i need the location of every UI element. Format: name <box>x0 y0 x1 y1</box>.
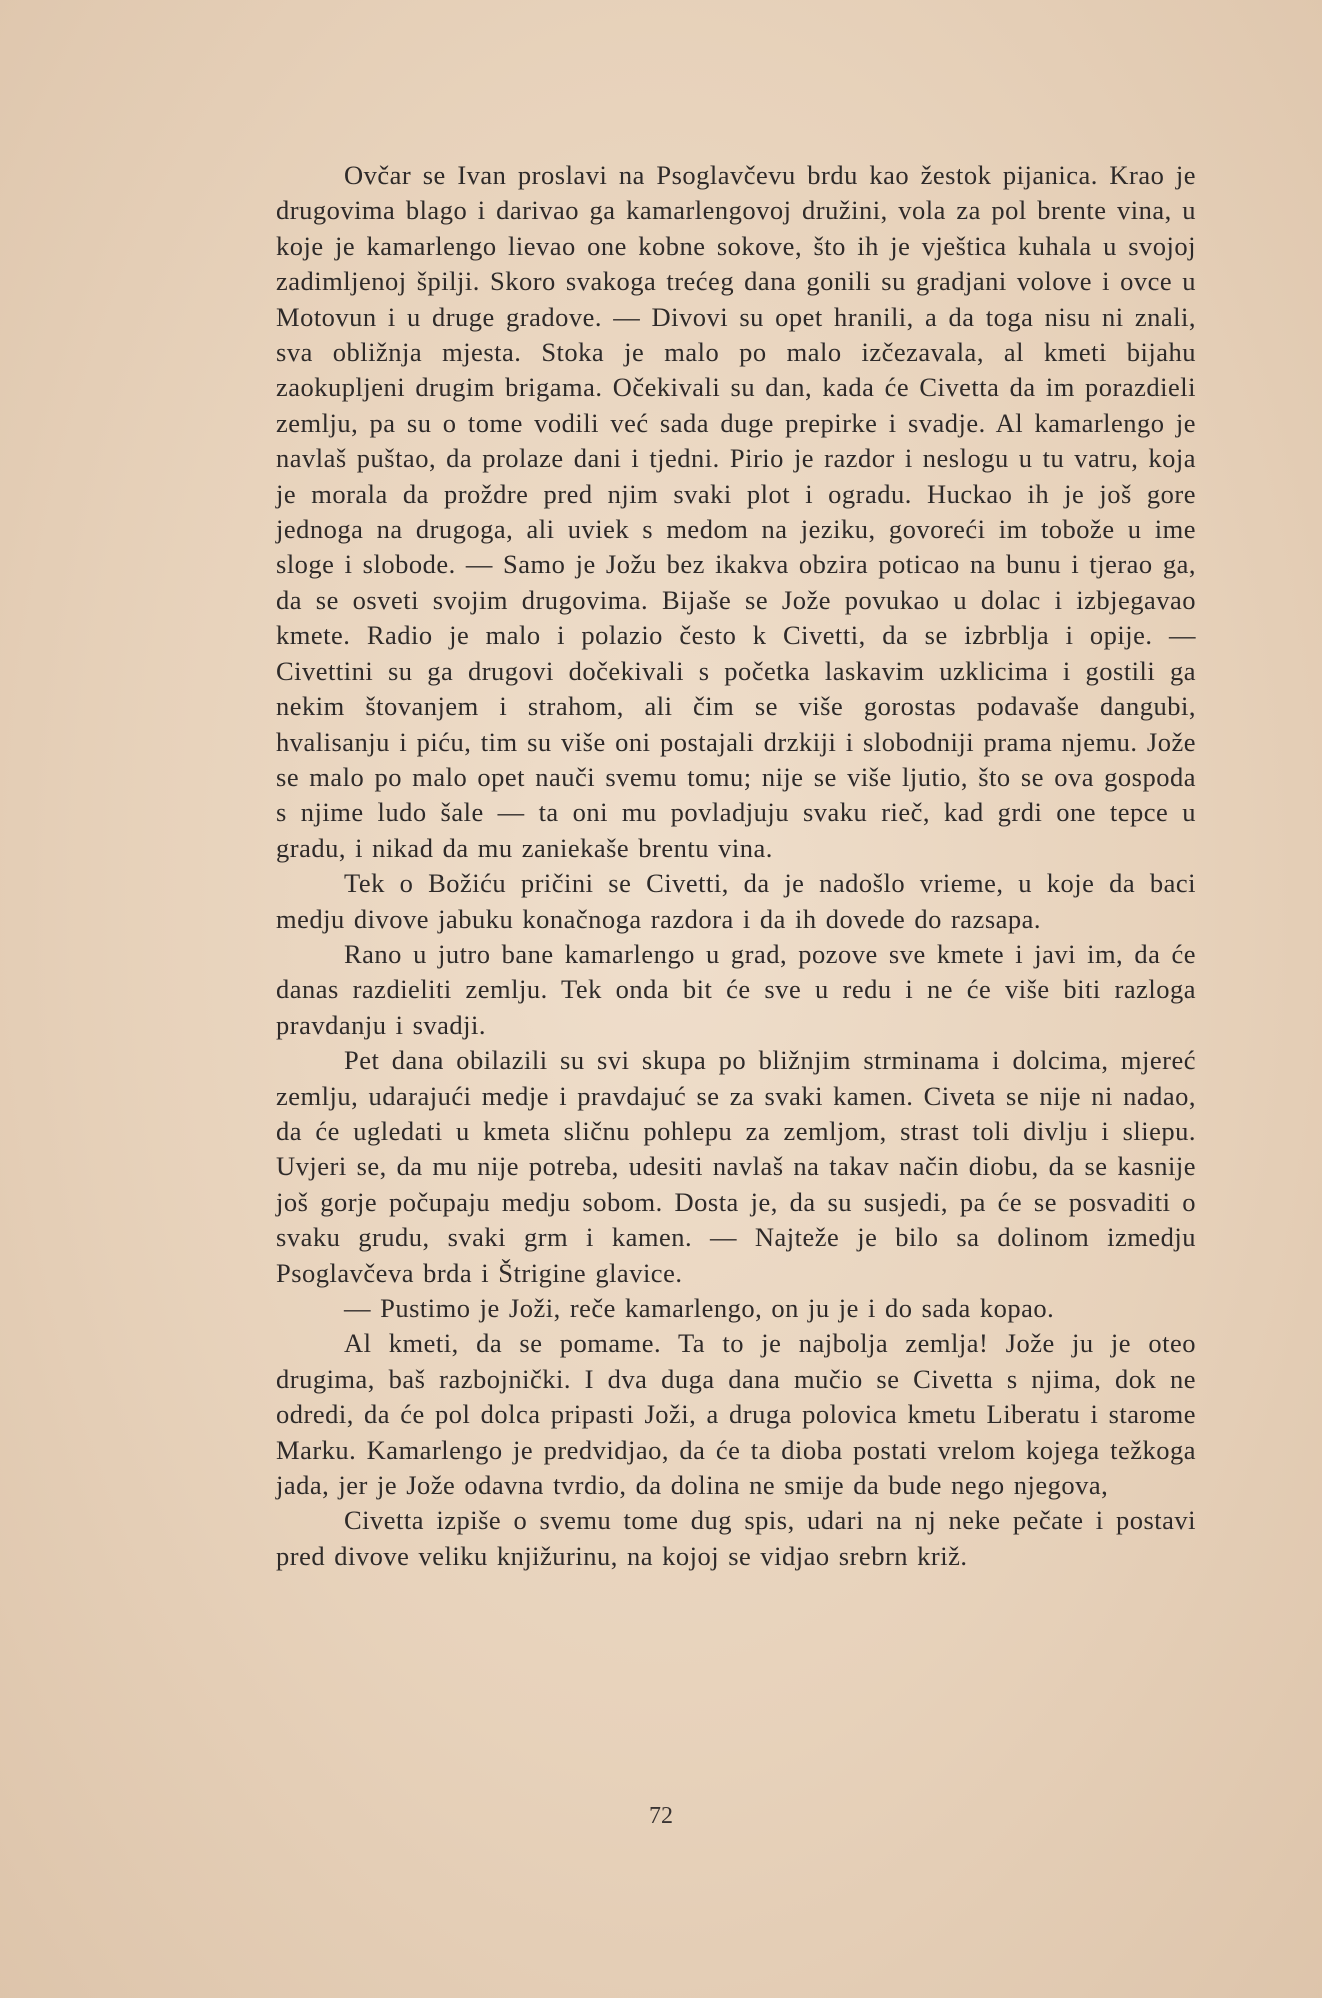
paragraph: Ovčar se Ivan proslavi na Psoglavčevu brdu kao žestok pijanica. Krao je drugovima blago i darivao ga kamarlengovoj družini, vola za pol brente vina, u koje je kamarlengo lievao one kobne sokove, što ih je vještica kuhala u svojoj zadimljenoj špilji. Skoro svakoga trećeg dana gonili su gradjani volove i ovce u Motovun i u druge gradove. — Divovi su opet hranili, a da toga nisu ni znali, sva obližnja mjesta. Stoka je malo po malo izčezavala, al kmeti bijahu zaokupljeni drugim brigama. Očekivali su dan, kada će Civetta da im porazdieli zemlju, pa su o tome vodili već sada duge prepirke i svadje. Al kamarlengo je navlaš puštao, da prolaze dani i tjedni. Pirio je razdor i neslogu u tu vatru, koja je morala da proždre pred njim svaki plot i ogradu. Huckao ih je još gore jednoga na drugoga, ali uviek s medom na jeziku, govoreći im tobože u ime sloge i slobode. — Samo je Jožu bez ikakva obzira poticao na bunu i tjerao ga, da se osveti svojim drugovima. Bijaše se Jože povukao u dolac i izbjegavao kmete. Radio je malo i polazio često k Civetti, da se izbrblja i opije. — Civettini su ga drugovi dočekivali s početka laskavim uzklicima i gostili ga nekim štovanjem i strahom, ali čim se više gorostas podavaše dangubi, hvalisanju i piću, tim su više oni postajali drzkiji i slobodniji prama njemu. Jože se malo po malo opet nauči svemu tomu; nije se više ljutio, što se ova gospoda s njime ludo šale — ta oni mu povladjuju svaku rieč, kad grdi one tepce u gradu, i nikad da mu zaniekaše brentu vina. <box>276 160 1196 863</box>
paragraph: Pet dana obilazili su svi skupa po bližnjim strminama i dolcima, mjereć zemlju, udarajući medje i pravdajuć se za svaki kamen. Civeta se nije ni nadao, da će ugledati u kmeta sličnu pohlepu za zemljom, strast toli divlju i sliepu. Uvjeri se, da mu nije potreba, udesiti navlaš na takav način diobu, da se kasnije još gorje počupaju medju sobom. Dosta je, da su susjedi, pa će se posvaditi o svaku grudu, svaki grm i kamen. — Najteže je bilo sa dolinom izmedju Psoglavčeva brda i Štrigine glavice. <box>276 1045 1196 1288</box>
paragraph: Tek o Božiću pričini se Civetti, da je nadošlo vrieme, u koje da baci medju divove jabuku konačnoga razdora i da ih dovede do razsapa. <box>276 868 1196 934</box>
page-number: 72 <box>649 1803 673 1829</box>
paragraph: Al kmeti, da se pomame. Ta to je najbolja zemlja! Jože ju je oteo drugima, baš razbojnički. I dva duga dana mučio se Civetta s njima, dok ne odredi, da će pol dolca pripasti Joži, a druga polovica kmetu Liberatu i starome Marku. Kamarlengo je predvidjao, da će ta dioba postati vrelom kojega težkoga jada, jer je Jože odavna tvrdio, da dolina ne smije da bude nego njegova, <box>276 1328 1196 1501</box>
paragraph: Rano u jutro bane kamarlengo u grad, pozove sve kmete i javi im, da će danas razdieliti zemlju. Tek onda bit će sve u redu i ne će više biti razloga pravdanju i svadji. <box>276 938 1196 1040</box>
body-text <box>276 158 1196 1574</box>
paragraph: — Pustimo je Joži, reče kamarlengo, on ju je i do sada kopao. <box>344 1293 1055 1323</box>
paragraph: Civetta izpiše o svemu tome dug spis, udari na nj neke pečate i postavi pred divove veliku knjižurinu, na kojoj se vidjao srebrn križ. <box>276 1505 1196 1571</box>
